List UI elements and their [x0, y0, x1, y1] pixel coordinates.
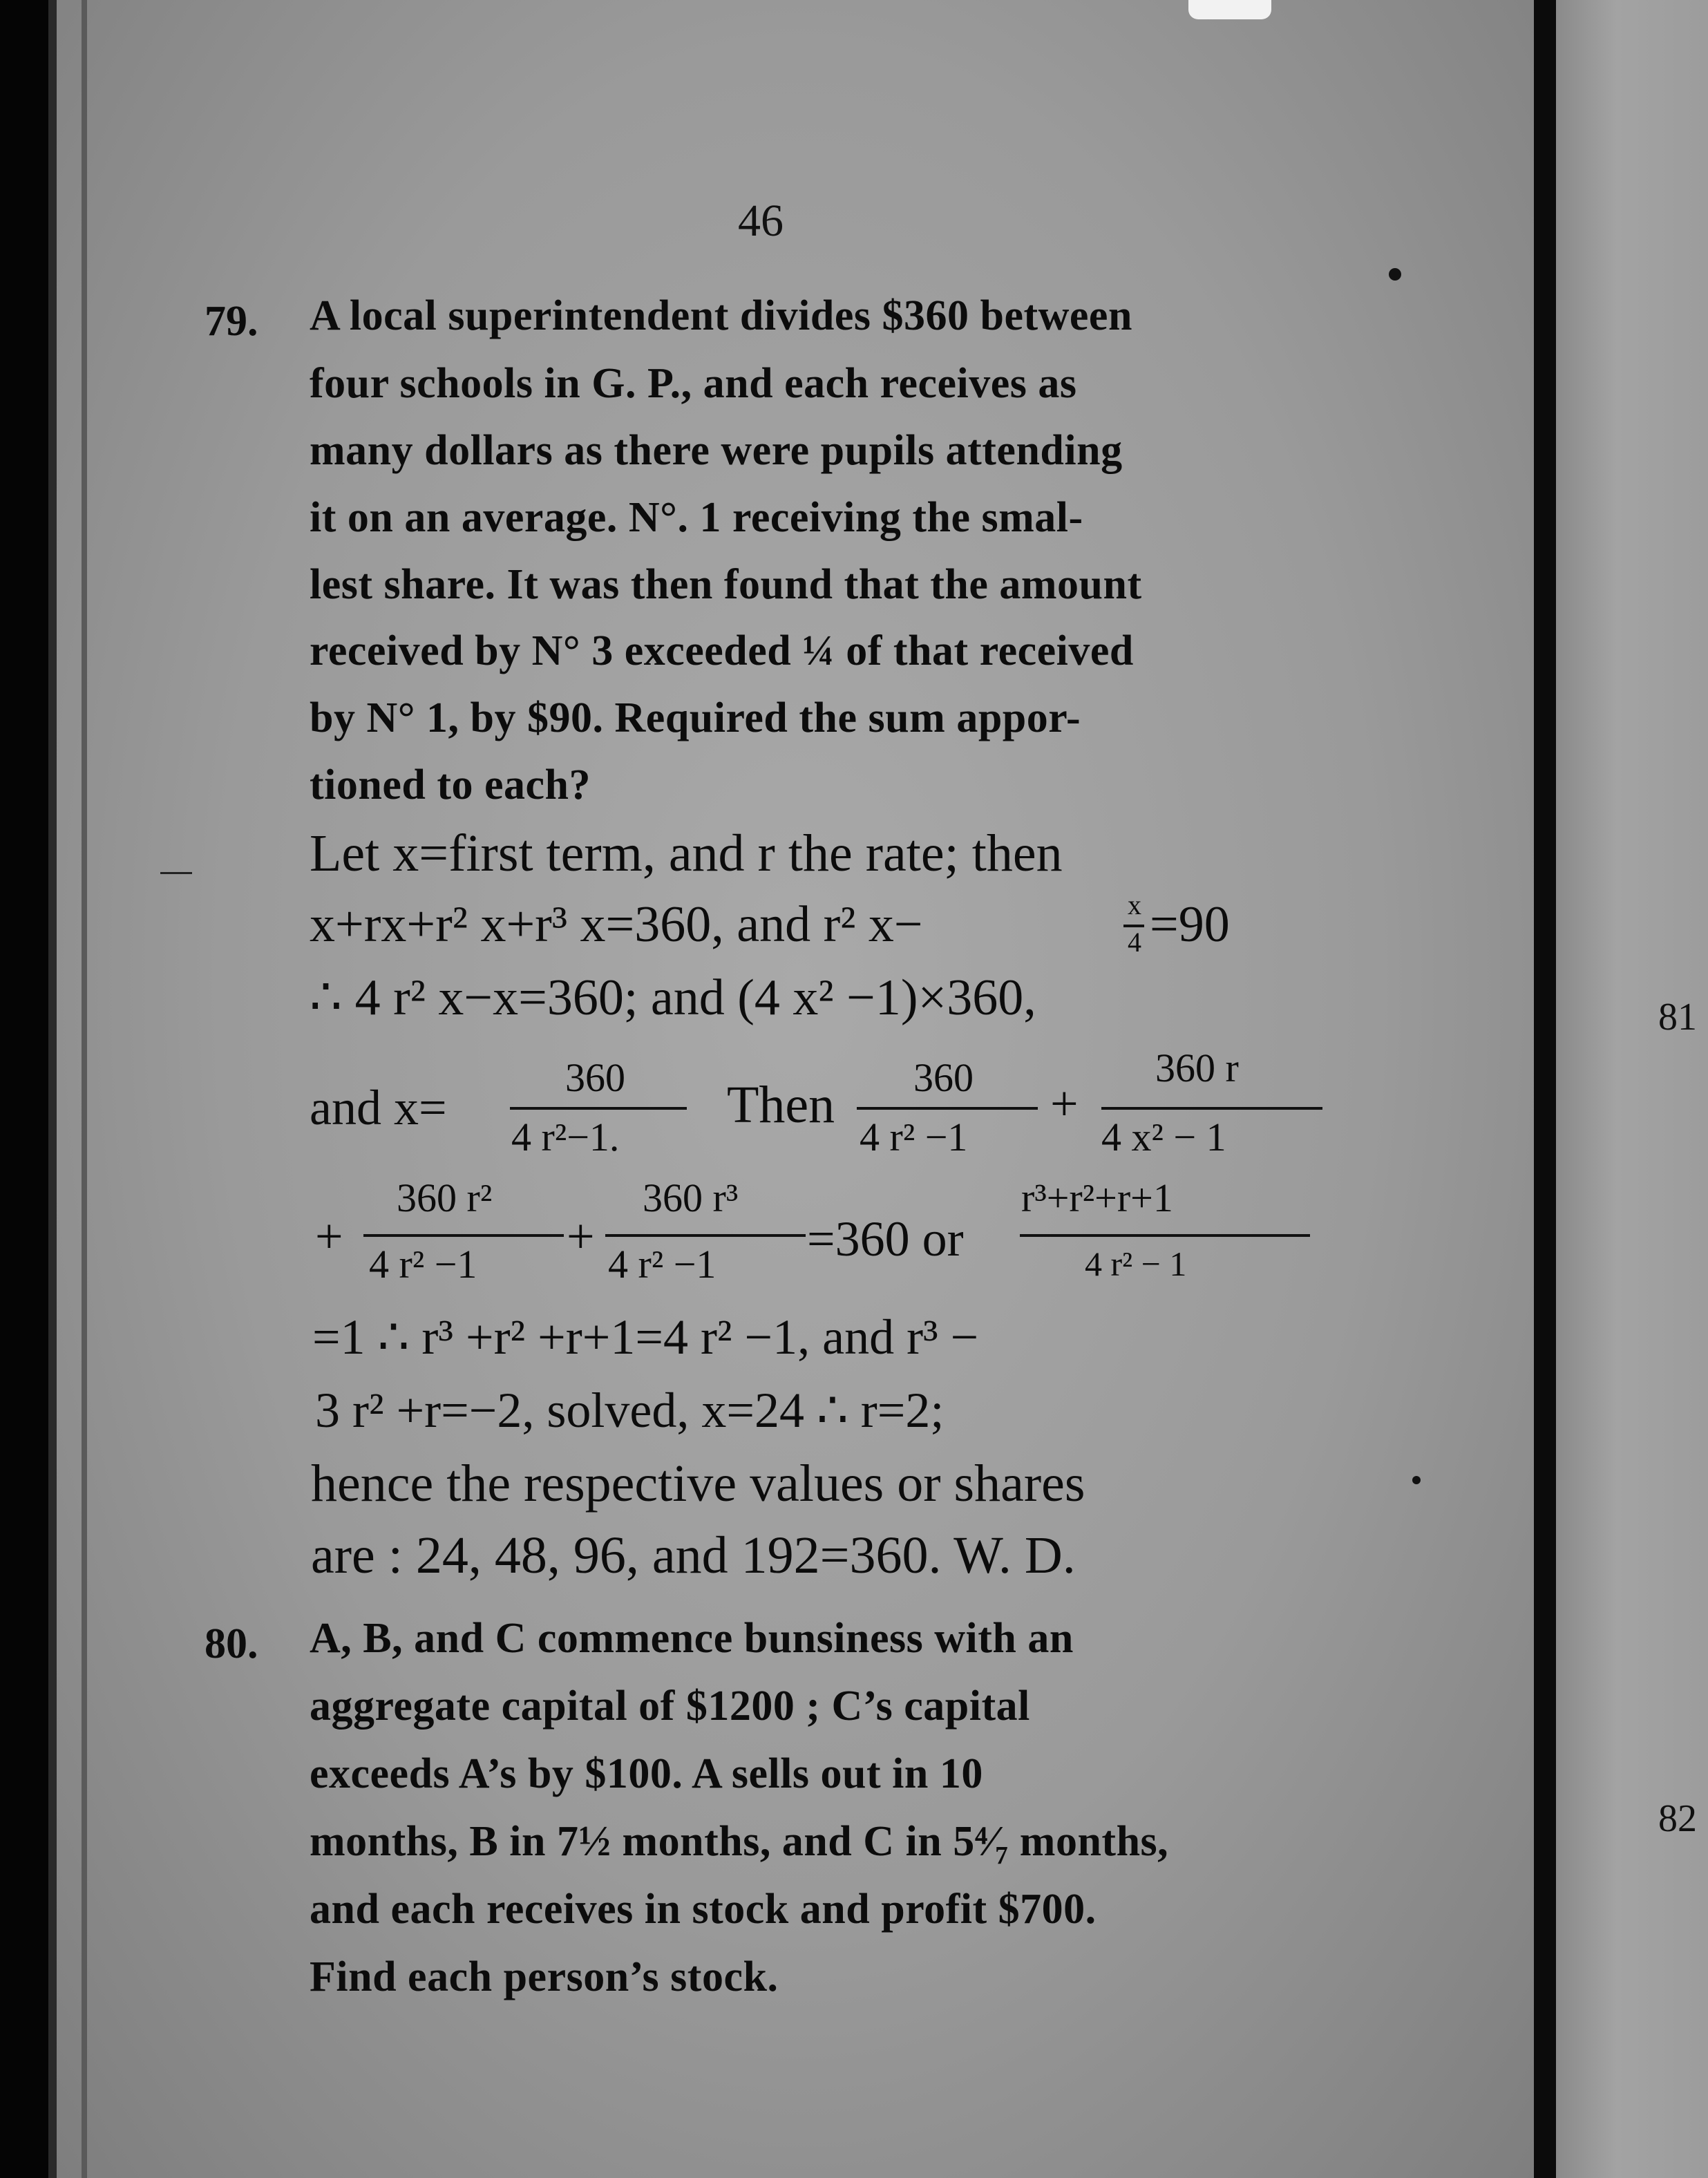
fraction-6-bar — [1020, 1234, 1310, 1237]
fraction-6-numerator: r³+r²+r+1 — [1021, 1175, 1173, 1220]
q80-line-6: Find each person’s stock. — [310, 1953, 779, 2000]
fraction-4-numerator: 360 r² — [397, 1175, 493, 1220]
solution-line-6: =1 ∴ r³ +r² +r+1=4 r² −1, and r³ − — [312, 1309, 979, 1365]
fraction-3-bar — [1101, 1107, 1322, 1110]
solution-line-9: are : 24, 48, 96, and 192=360. W. D. — [311, 1526, 1076, 1584]
q79-line-5: lest share. It was then found that the amount — [310, 561, 1142, 608]
solution-line-1: Let x=first term, and r the rate; then — [310, 824, 1063, 882]
fraction-2-denominator: 4 r² −1 — [860, 1115, 968, 1159]
facing-page-number-81: 81 — [1658, 996, 1697, 1039]
fraction-4-denominator: 4 r² −1 — [369, 1242, 477, 1287]
facing-page-edge — [1556, 0, 1708, 2178]
fraction-3-numerator: 360 r — [1155, 1045, 1239, 1090]
q79-line-1: A local superintendent divides $360 between — [310, 292, 1132, 339]
solution-line-2: x+rx+r² x+r³ x=360, and r² x− — [310, 896, 923, 953]
plus-sign-2: + — [315, 1209, 343, 1264]
book-spine — [1534, 0, 1556, 2178]
solution-line-4-lead: and x= — [310, 1080, 447, 1135]
question-80-number: 80. — [205, 1620, 258, 1667]
fraction-6-denominator: 4 r² − 1 — [1085, 1244, 1187, 1283]
fraction-2-bar — [857, 1107, 1038, 1110]
fraction-1-denominator: 4 r²−1. — [511, 1115, 620, 1159]
margin-mark — [160, 872, 192, 874]
equals-360-or: =360 or — [807, 1211, 964, 1267]
page-top-tab — [1188, 0, 1271, 19]
q79-line-7: by N° 1, by $90. Required the sum appor- — [310, 694, 1081, 741]
q80-line-5: and each receives in stock and profit $700. — [310, 1886, 1097, 1933]
page-number: 46 — [738, 196, 784, 246]
solution-line-2-end: =90 — [1150, 896, 1230, 953]
q79-line-4: it on an average. N°. 1 receiving the smal- — [310, 494, 1083, 541]
fraction-1-bar — [510, 1107, 687, 1110]
solution-line-2-fraction-denominator: 4 — [1128, 927, 1141, 958]
question-79-number: 79. — [205, 298, 258, 345]
q80-line-3: exceeds A’s by $100. A sells out in 10 — [310, 1750, 983, 1797]
fraction-4-bar — [363, 1234, 564, 1237]
plus-sign-3: + — [567, 1209, 595, 1264]
solution-line-2-fraction-numerator: x — [1128, 889, 1141, 920]
plus-sign-1: + — [1050, 1076, 1079, 1131]
q79-line-6: received by N° 3 exceeded ¼ of that received — [310, 627, 1134, 674]
ink-speck — [1412, 1476, 1421, 1484]
fraction-3-denominator: 4 x² − 1 — [1101, 1115, 1226, 1159]
solution-line-3: ∴ 4 r² x−x=360; and (4 x² −1)×360, — [310, 969, 1036, 1026]
facing-page-number-82: 82 — [1658, 1797, 1697, 1840]
q79-line-8: tioned to each? — [310, 761, 591, 808]
q80-line-2: aggregate capital of $1200 ; C’s capital — [310, 1683, 1030, 1730]
solution-line-8: hence the respective values or shares — [311, 1455, 1085, 1513]
then-word: Then — [727, 1076, 835, 1134]
q79-line-3: many dollars as there were pupils attending — [310, 427, 1123, 474]
page-left-edge — [82, 0, 87, 2178]
q80-line-1: A, B, and C commence bunsiness with an — [310, 1615, 1074, 1662]
solution-line-7: 3 r² +r=−2, solved, x=24 ∴ r=2; — [315, 1383, 945, 1438]
fraction-2-numerator: 360 — [913, 1055, 974, 1100]
ink-speck — [1389, 268, 1401, 281]
q80-line-4: months, B in 7½ months, and C in 5⁴⁄₇ months, — [310, 1818, 1169, 1865]
fraction-5-numerator: 360 r³ — [643, 1175, 739, 1220]
fraction-5-denominator: 4 r² −1 — [608, 1242, 717, 1287]
fraction-5-bar — [605, 1234, 806, 1237]
q79-line-2: four schools in G. P., and each receives as — [310, 360, 1077, 407]
fraction-1-numerator: 360 — [565, 1055, 625, 1100]
